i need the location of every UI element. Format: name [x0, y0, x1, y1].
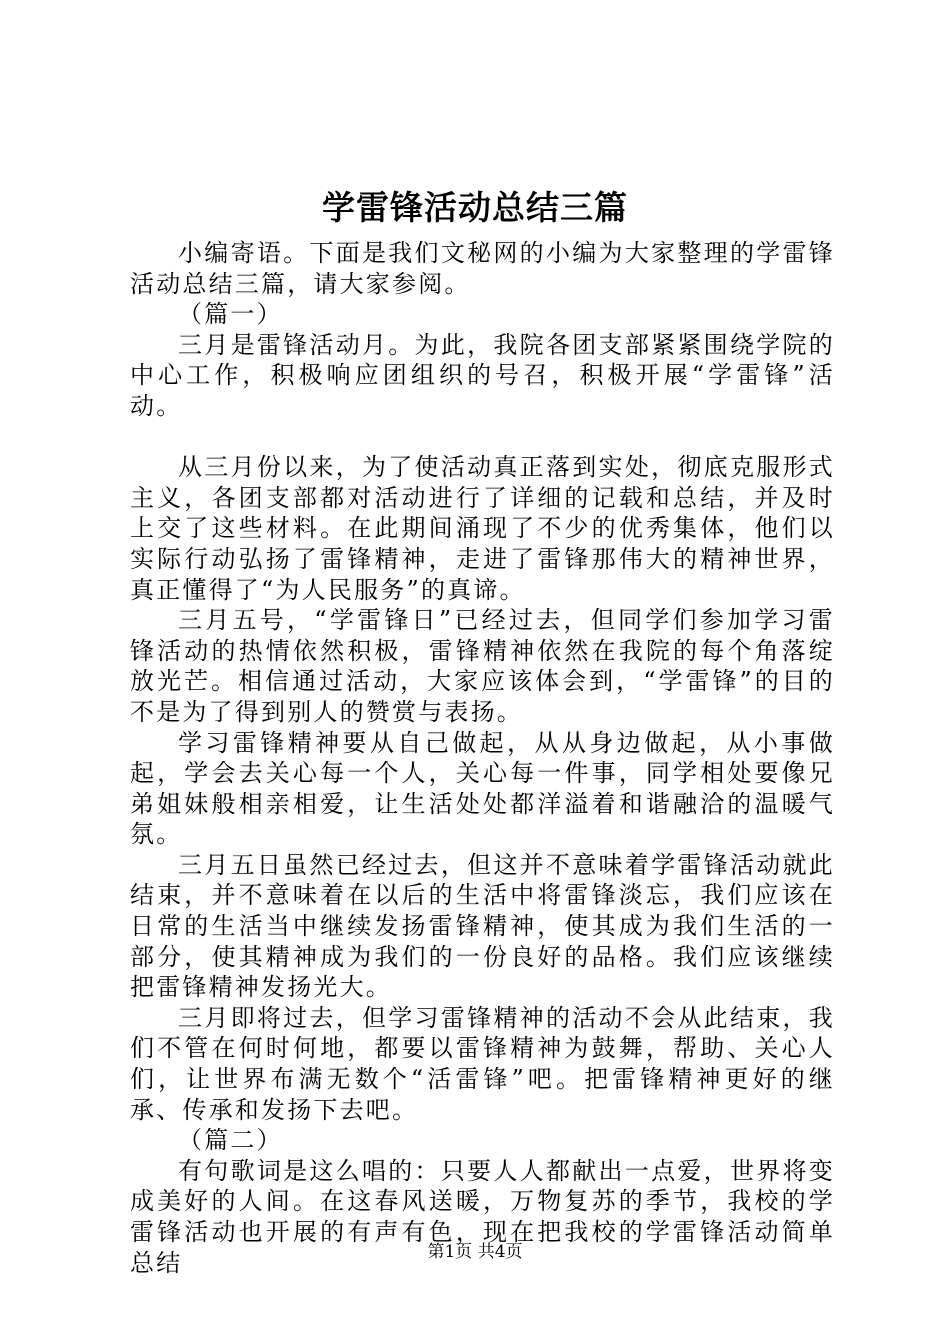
document-title: 学雷锋活动总结三篇 [322, 188, 628, 227]
paragraph: 三月五日虽然已经过去，但这并不意味着学雷锋活动就此结束，并不意味着在以后的生活中将雷锋淡忘，我们应该在日常的生活当中继续发扬雷锋精神，使其成为我们生活的一部分，使其精神成为我们的一份良好的品格。我们应该继续把雷锋精神发扬光大。 [130, 850, 835, 1002]
paragraph: 有句歌词是这么唱的：只要人人都献出一点爱，世界将变成美好的人间。在这春风送暖，万物复苏的季节，我校的学雷锋活动也开展的有声有色，现在把我校的学雷锋活动简单总结 [130, 1156, 835, 1277]
paragraph-intro: 小编寄语。下面是我们文秘网的小编为大家整理的学雷锋活动总结三篇，请大家参阅。 [130, 239, 835, 298]
paragraph: 三月即将过去，但学习雷锋精神的活动不会从此结束，我们不管在何时何地，都要以雷锋精神为鼓舞，帮助、关心人们，让世界布满无数个“活雷锋”吧。把雷锋精神更好的继承、传承和发扬下去吧。 [130, 1003, 835, 1124]
section-heading-2: （篇二） [178, 1126, 283, 1155]
document-body [130, 238, 835, 1278]
paragraph: 从三月份以来，为了使活动真正落到实处，彻底克服形式主义，各团支部都对活动进行了详细的记载和总结，并及时上交了这些材料。在此期间涌现了不少的优秀集体，他们以实际行动弘扬了雷锋精神，走进了雷锋那伟大的精神世界，真正懂得了“为人民服务”的真谛。 [130, 453, 835, 604]
paragraph: 三月五号，“学雷锋日”已经过去，但同学们参加学习雷锋活动的热情依然积极，雷锋精神依然在我院的每个角落绽放光芒。相信通过活动，大家应该体会到，“学雷锋”的目的不是为了得到别人的赞赏与表扬。 [130, 606, 835, 726]
page-number-footer: 第1页 共4页 [427, 1242, 523, 1262]
paragraph: 三月是雷锋活动月。为此，我院各团支部紧紧围绕学院的中心工作，积极响应团组织的号召，积极开展“学雷锋”活动。 [130, 330, 835, 420]
paragraph: 学习雷锋精神要从自己做起，从从身边做起，从小事做起，学会去关心每一个人，关心每一件事，同学相处要像兄弟姐妹般相亲相爱，让生活处处都洋溢着和谐融洽的温暖气氛。 [130, 728, 835, 849]
section-heading-1: （篇一） [178, 300, 283, 329]
